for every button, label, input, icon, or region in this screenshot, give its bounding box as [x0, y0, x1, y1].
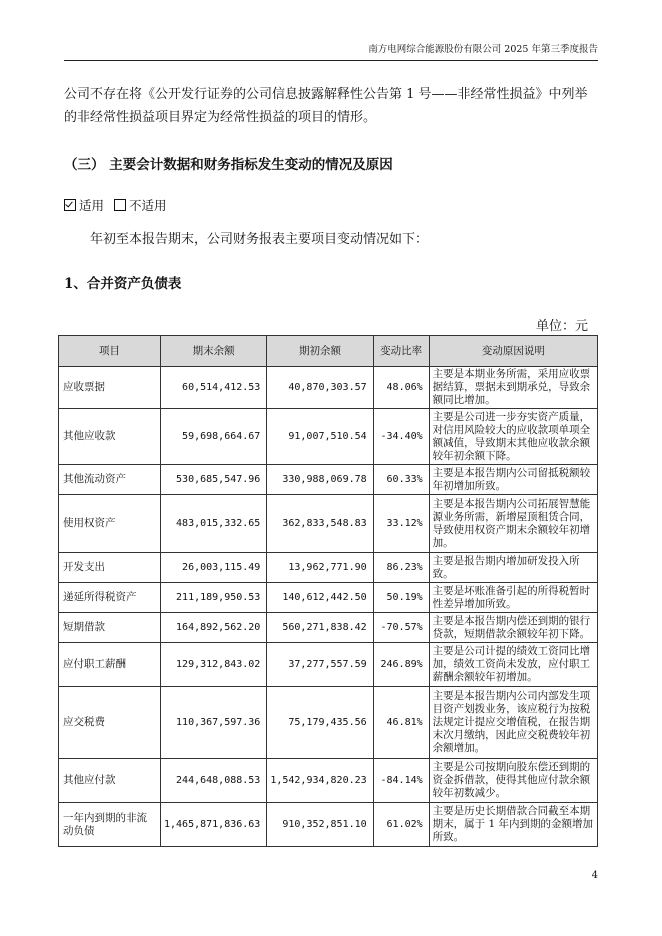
header-reason: 变动原因说明 — [429, 336, 597, 367]
cell-item: 递延所得税资产 — [59, 583, 161, 613]
cell-rate: 86.23% — [373, 553, 429, 583]
cell-item: 其他流动资产 — [59, 465, 161, 495]
cell-rate: 46.81% — [373, 687, 429, 759]
table-row — [59, 465, 598, 495]
cell-end: 129,312,843.02 — [161, 643, 267, 687]
page-number: 4 — [591, 870, 598, 881]
cell-reason: 主要是本报告期内偿还到期的银行贷款，短期借款余额较年初下降。 — [429, 613, 597, 643]
cell-end: 110,367,597.36 — [161, 687, 267, 759]
not-applicable-checkbox-icon[interactable] — [114, 199, 126, 211]
document-header: 南方电网综合能源股份有限公司 2025 年第三季度报告 — [64, 44, 598, 61]
cell-begin: 13,962,771.90 — [267, 553, 373, 583]
section-title: （三） 主要会计数据和财务指标发生变动的情况及原因 — [64, 157, 393, 173]
cell-begin: 91,007,510.54 — [267, 409, 373, 465]
header-end: 期末余额 — [161, 336, 267, 367]
cell-begin: 140,612,442.50 — [267, 583, 373, 613]
balance-sheet-table — [58, 335, 598, 847]
cell-item: 其他应付款 — [59, 759, 161, 803]
intro-paragraph: 公司不存在将《公开发行证券的公司信息披露解释性公告第 1 号——非经常性损益》中列举的非经常性损益项目界定为经常性损益的项目的情形。 — [64, 87, 588, 125]
change-intro: 年初至本报告期末，公司财务报表主要项目变动情况如下： — [90, 232, 429, 247]
header-rate: 变动比率 — [373, 336, 429, 367]
cell-end: 483,015,332.65 — [161, 495, 267, 553]
cell-rate: 50.19% — [373, 583, 429, 613]
cell-begin: 330,988,069.78 — [267, 465, 373, 495]
table-row — [59, 643, 598, 687]
cell-item: 使用权资产 — [59, 495, 161, 553]
cell-rate: 33.12% — [373, 495, 429, 553]
cell-item: 开发支出 — [59, 553, 161, 583]
cell-reason: 主要是本期业务所需，采用应收票据结算，票据未到期承兑，导致余额同比增加。 — [429, 367, 597, 409]
cell-item: 应交税费 — [59, 687, 161, 759]
cell-begin: 910,352,851.10 — [267, 803, 373, 847]
applicable-checkbox-icon[interactable] — [64, 199, 76, 211]
cell-begin: 1,542,934,820.23 — [267, 759, 373, 803]
cell-end: 26,003,115.49 — [161, 553, 267, 583]
cell-reason: 主要是历史长期借款合同截至本期期末，属于 1 年内到期的金额增加所致。 — [429, 803, 597, 847]
cell-reason: 主要是公司进一步夯实资产质量，对信用风险较大的应收款项单项全额减值，导致期末其他应收款余额较年初余额下降。 — [429, 409, 597, 465]
subsection-title: 1、合并资产负债表 — [64, 276, 182, 292]
cell-item: 应付职工薪酬 — [59, 643, 161, 687]
cell-reason: 主要是本报告期内公司留抵税额较年初增加所致。 — [429, 465, 597, 495]
cell-end: 60,514,412.53 — [161, 367, 267, 409]
cell-begin: 40,870,303.57 — [267, 367, 373, 409]
cell-reason: 主要是本报告期内公司拓展智慧能源业务所需，新增屋顶租赁合同，导致使用权资产期末余额较年初增加。 — [429, 495, 597, 553]
table-row — [59, 613, 598, 643]
cell-begin: 362,833,548.83 — [267, 495, 373, 553]
cell-rate: 60.33% — [373, 465, 429, 495]
cell-begin: 37,277,557.59 — [267, 643, 373, 687]
cell-end: 164,892,562.20 — [161, 613, 267, 643]
unit-label: 单位：元 — [535, 319, 588, 334]
cell-rate: -70.57% — [373, 613, 429, 643]
cell-reason: 主要是本报告期内公司内部发生项目资产划拨业务，该应税行为按税法规定计提应交增值税，在报告期末次月缴纳，因此应交税费较年初余额增加。 — [429, 687, 597, 759]
cell-item: 应收票据 — [59, 367, 161, 409]
cell-end: 211,189,950.53 — [161, 583, 267, 613]
cell-begin: 75,179,435.56 — [267, 687, 373, 759]
table-row — [59, 803, 598, 847]
table-row — [59, 687, 598, 759]
cell-end: 59,698,664.67 — [161, 409, 267, 465]
cell-end: 1,465,871,836.63 — [161, 803, 267, 847]
header-begin: 期初余额 — [267, 336, 373, 367]
cell-rate: -84.14% — [373, 759, 429, 803]
applicability-options — [64, 196, 167, 214]
applicable-label: 适用 — [79, 198, 105, 213]
table-row — [59, 367, 598, 409]
cell-reason: 主要是公司按期向股东偿还到期的资金拆借款，使得其他应付款余额较年初数减少。 — [429, 759, 597, 803]
table-row — [59, 759, 598, 803]
cell-begin: 560,271,838.42 — [267, 613, 373, 643]
cell-item: 其他应收款 — [59, 409, 161, 465]
cell-reason: 主要是公司计提的绩效工资同比增加，绩效工资尚未发放，应付职工薪酬余额较年初增加。 — [429, 643, 597, 687]
table-row — [59, 583, 598, 613]
cell-rate: 48.06% — [373, 367, 429, 409]
header-item: 项目 — [59, 336, 161, 367]
cell-item: 一年内到期的非流动负债 — [59, 803, 161, 847]
not-applicable-label: 不适用 — [129, 198, 167, 213]
table-row — [59, 409, 598, 465]
cell-end: 530,685,547.96 — [161, 465, 267, 495]
cell-item: 短期借款 — [59, 613, 161, 643]
table-row — [59, 553, 598, 583]
cell-reason: 主要是坏账准备引起的所得税暂时性差异增加所致。 — [429, 583, 597, 613]
cell-rate: 246.89% — [373, 643, 429, 687]
cell-rate: -34.40% — [373, 409, 429, 465]
cell-reason: 主要是报告期内增加研发投入所致。 — [429, 553, 597, 583]
table-header-row — [59, 336, 598, 367]
cell-rate: 61.02% — [373, 803, 429, 847]
table-row — [59, 495, 598, 553]
cell-end: 244,648,088.53 — [161, 759, 267, 803]
